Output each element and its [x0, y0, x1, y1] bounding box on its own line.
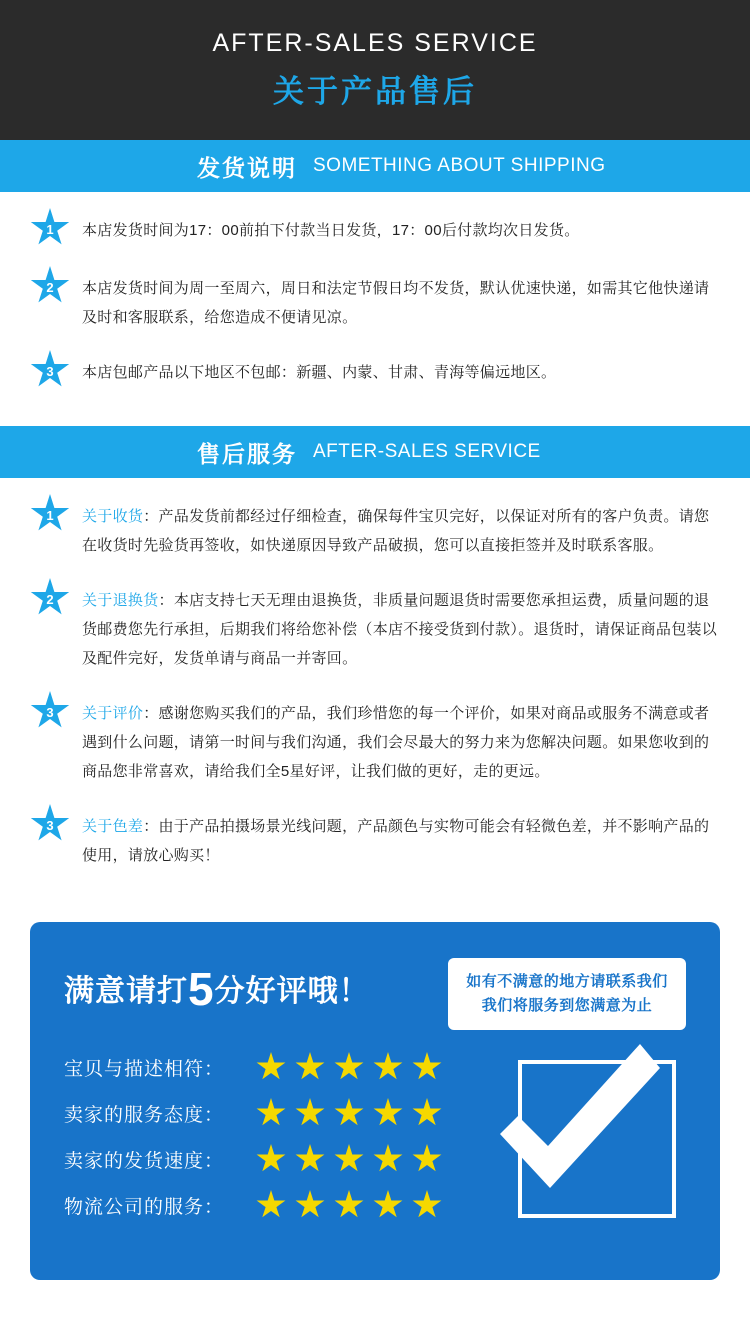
star-icon — [334, 1190, 364, 1220]
aftersales-section-bar — [0, 426, 750, 478]
star-icon — [256, 1190, 286, 1220]
star-icon — [412, 1098, 442, 1128]
list-item-text — [82, 695, 720, 786]
contact-notice-line2: 我们将服务到您满意为止 — [481, 997, 653, 1014]
list-item-body: ：产品发货前都经过仔细检查，确保每件宝贝完好，以保证对所有的客户负责。请您在收货时先验货再签收，如快递原因导致产品破损，您可以直接拒签并及时联系客服。 — [82, 508, 710, 554]
rating-stars — [256, 1190, 451, 1220]
review-panel — [30, 922, 720, 1280]
contact-notice-line1: 如有不满意的地方请联系我们 — [466, 973, 668, 990]
slogan-suffix: 分好评哦！ — [214, 975, 370, 1008]
rating-row — [64, 1052, 451, 1082]
list-item — [30, 582, 720, 673]
star-icon — [334, 1144, 364, 1174]
star-number: 2 — [46, 592, 54, 607]
shipping-band-title-en: SOMETHING ABOUT SHIPPING — [313, 155, 606, 176]
rating-stars — [256, 1098, 451, 1128]
star-icon — [373, 1144, 403, 1174]
rating-label: 宝贝与描述相符： — [64, 1058, 225, 1080]
list-item-lead: 关于收货 — [82, 508, 144, 525]
rating-row — [64, 1144, 451, 1174]
star-number: 2 — [46, 280, 54, 295]
star-number: 3 — [46, 364, 54, 379]
star-badge-icon — [30, 266, 70, 306]
list-item — [30, 354, 720, 390]
star-badge-icon — [30, 691, 70, 731]
list-item — [30, 498, 720, 560]
list-item-text: 本店包邮产品以下地区不包邮：新疆、内蒙、甘肃、青海等偏远地区。 — [82, 364, 557, 381]
list-item — [30, 270, 720, 332]
star-icon — [295, 1098, 325, 1128]
list-item-text — [82, 808, 720, 870]
list-item-text — [82, 582, 720, 673]
star-number: 1 — [46, 508, 54, 523]
list-item-lead: 关于评价 — [82, 705, 144, 722]
rating-label: 物流公司的服务： — [64, 1196, 225, 1218]
list-item — [30, 808, 720, 870]
slogan-prefix: 满意请打 — [64, 975, 188, 1008]
star-icon — [256, 1098, 286, 1128]
star-icon — [256, 1052, 286, 1082]
page-header — [0, 0, 750, 140]
star-badge-icon — [30, 350, 70, 390]
star-icon — [373, 1098, 403, 1128]
shipping-section-bar — [0, 140, 750, 192]
header-title-cn: 关于产品售后 — [273, 74, 477, 109]
rating-row — [64, 1190, 451, 1220]
star-number: 3 — [46, 818, 54, 833]
star-icon — [412, 1052, 442, 1082]
aftersales-band-title-cn: 售后服务 — [197, 440, 297, 467]
rating-row — [64, 1098, 451, 1128]
star-icon — [373, 1052, 403, 1082]
header-title-en: AFTER-SALES SERVICE — [212, 29, 538, 57]
star-icon — [295, 1190, 325, 1220]
rating-stars — [256, 1144, 451, 1174]
star-badge-icon — [30, 578, 70, 618]
review-header-row — [64, 958, 686, 1030]
list-item-body: ：本店支持七天无理由退换货，非质量问题退货时需要您承担运费，质量问题的退货邮费您先行承担，后期我们将给您补偿（本店不接受货到付款）。退货时，请保证商品包装以及配件完好，发货单请与商品一并寄回。 — [82, 592, 718, 667]
star-icon — [334, 1052, 364, 1082]
shipping-list — [0, 192, 750, 426]
list-item-body: ：由于产品拍摄场景光线问题，产品颜色与实物可能会有轻微色差，并不影响产品的使用，请放心购买！ — [82, 818, 710, 864]
star-icon — [334, 1098, 364, 1128]
list-item-text: 本店发货时间为17：00前拍下付款当日发货，17：00后付款均次日发货。 — [82, 222, 580, 239]
star-icon — [295, 1144, 325, 1174]
list-item-text — [82, 498, 720, 560]
list-item-body: ：感谢您购买我们的产品，我们珍惜您的每一个评价，如果对商品或服务不满意或者遇到什么问题，请第一时间与我们沟通，我们会尽最大的努力来为您解决问题。如果您收到的商品您非常喜欢，请给我们全5星好评，让我们做的更好，走的更远。 — [82, 705, 710, 780]
list-item — [30, 695, 720, 786]
star-number: 1 — [46, 222, 54, 237]
star-number: 3 — [46, 705, 54, 720]
list-item — [30, 212, 720, 248]
checkmark-graphic — [451, 1052, 686, 1242]
list-item-text: 本店发货时间为周一至周六，周日和法定节假日均不发货，默认优速快递，如需其它他快递请及时和客服联系，给您造成不便请见凉。 — [82, 280, 710, 326]
rating-area — [64, 1052, 686, 1242]
check-mark-icon — [500, 1038, 660, 1198]
star-icon — [256, 1144, 286, 1174]
star-icon — [412, 1144, 442, 1174]
list-item-lead: 关于退换货 — [82, 592, 159, 609]
star-badge-icon — [30, 804, 70, 844]
shipping-band-title-cn: 发货说明 — [197, 154, 297, 181]
list-item-lead: 关于色差 — [82, 818, 144, 835]
star-badge-icon — [30, 208, 70, 248]
rating-label: 卖家的服务态度： — [64, 1104, 225, 1126]
slogan-big-number: 5 — [188, 963, 215, 1015]
star-icon — [412, 1190, 442, 1220]
rating-rows — [64, 1052, 451, 1242]
star-icon — [373, 1190, 403, 1220]
review-slogan — [64, 958, 370, 1015]
star-badge-icon — [30, 494, 70, 534]
aftersales-band-title-en: AFTER-SALES SERVICE — [313, 441, 541, 462]
rating-label: 卖家的发货速度： — [64, 1150, 225, 1172]
rating-stars — [256, 1052, 451, 1082]
aftersales-list — [0, 478, 750, 906]
star-icon — [295, 1052, 325, 1082]
contact-notice — [448, 958, 686, 1030]
